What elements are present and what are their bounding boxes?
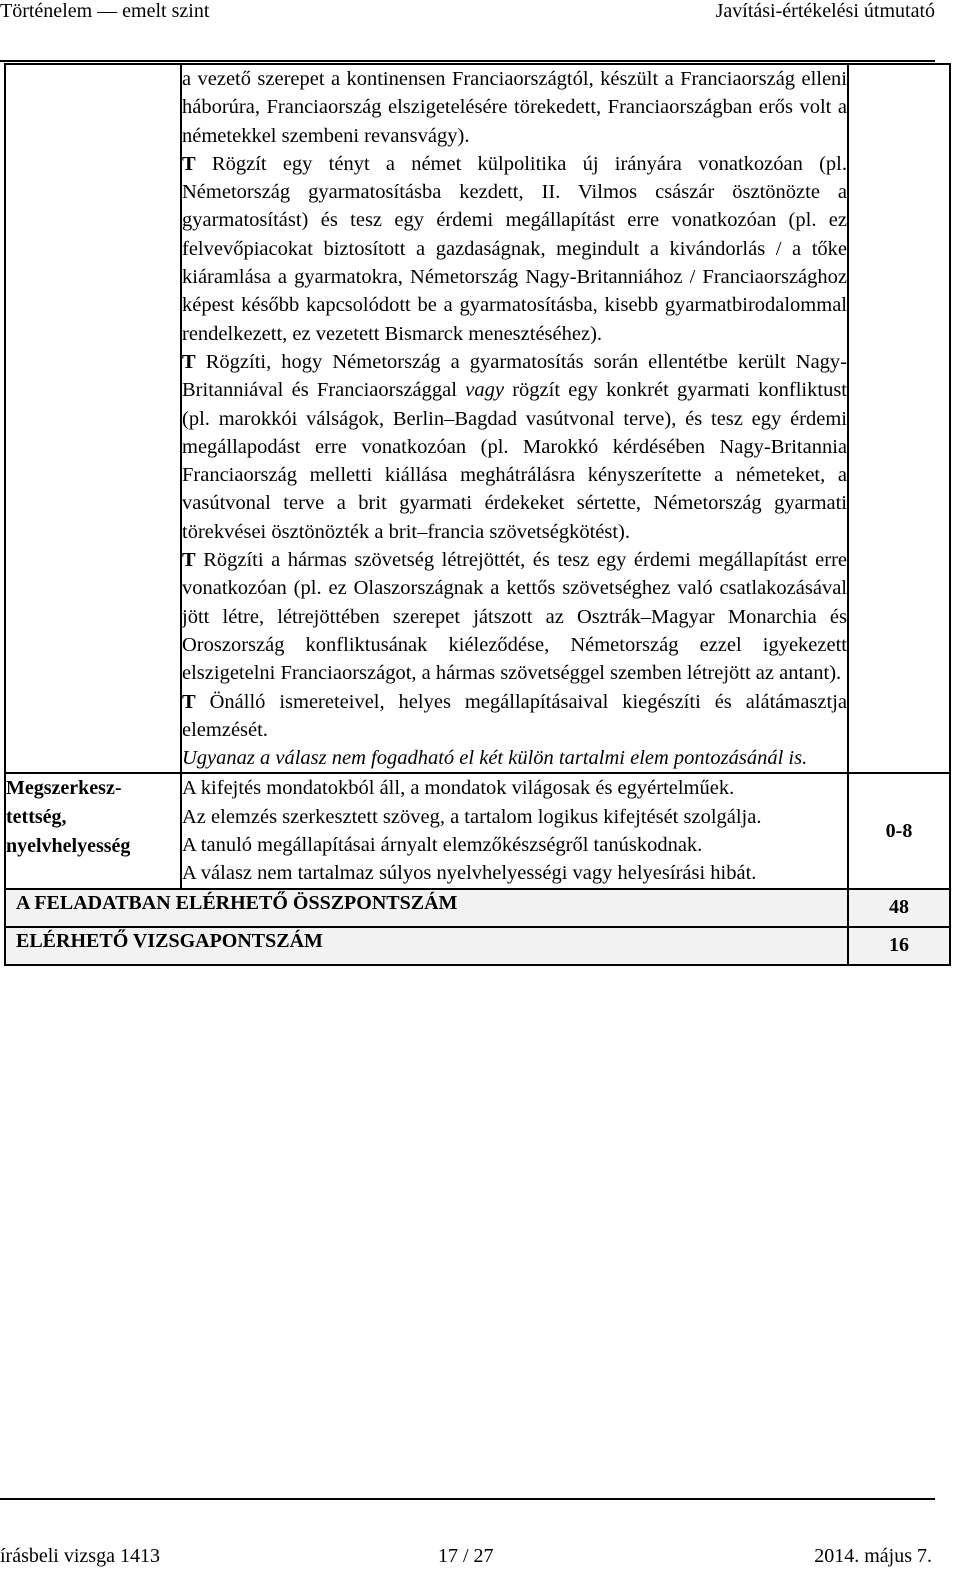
content-row [5, 64, 950, 773]
criterion-text: Rögzíti a hármas szövetség létrejöttét, és tesz egy érdemi megállapítást erre vonatkozóan (pl. ez Olaszországnak a kettős szövetséghez való csatlakozásával jött létre, létrejöttében szerepet játszott az Osztrák–Magyar Monarchia és Oroszország konfliktusának kiéleződése, Németország ezzel igyekezett elszigetelni Franciaországot, a hármas szövetséggel szemben létrejött az antant). [182, 549, 847, 685]
summary-label: A FELADATBAN ELÉRHETŐ ÖSSZPONTSZÁM [5, 889, 848, 927]
section-label-line: tettség, [6, 806, 67, 829]
criterion-item [182, 688, 847, 745]
section-item: A tanuló megállapításai árnyalt elemzőkészségről tanúskodnak. [182, 834, 703, 857]
section-points: 0-8 [848, 773, 950, 888]
content-note: Ugyanaz a válasz nem fogadható el két külön tartalmi elem pontozásánál is. [182, 747, 808, 770]
summary-value: 16 [848, 927, 950, 965]
content-criteria-cell [181, 64, 848, 773]
header-rule [0, 60, 935, 62]
section-label-line: nyelvhelyesség [6, 835, 131, 858]
content-points-cell [848, 64, 950, 773]
summary-row [5, 889, 950, 927]
criterion-text: Rögzíti, hogy Németország a gyarmatosítás során ellentétbe került Nagy-Britanniával és Franciaországgal [182, 350, 847, 402]
criterion-item [182, 150, 847, 348]
section-label [5, 773, 181, 888]
section-item: A válasz nem tartalmaz súlyos nyelvhelyességi vagy helyesírási hibát. [182, 862, 757, 885]
summary-row [5, 927, 950, 965]
scoring-table [4, 63, 951, 966]
footer-rule [0, 1498, 935, 1500]
section-item: Az elemzés szerkesztett szöveg, a tartalom logikus kifejtését szolgálja. [182, 805, 762, 828]
criterion-mark: T [182, 152, 196, 175]
footer-date: 2014. május 7. [814, 1545, 932, 1567]
footer-exam-code: írásbeli vizsga 1413 [0, 1545, 160, 1567]
criterion-item [182, 546, 847, 687]
section-item: A kifejtés mondatokból áll, a mondatok világosak és egyértelműek. [182, 777, 735, 800]
criterion-text: Rögzít egy tényt a német külpolitika új irányára vonatkozóan (pl. Németország gyarmatosításba kezdett, II. Vilmos császár ösztönözte a gyarmatosítást) és tesz egy érdemi megállapítást erre vonatkozóan (pl. ez felvevőpiacokat biztosított a gazdaságnak, megindult a kivándorlás / a tőke kiáramlása a gyarmatokra, Németország Nagy-Britanniához / Franciaországhoz képest később kapcsolódott be a gyarmatosításba, kisebb gyarmatbirodalommal rendelkezett, ez vezetett Bismarck menesztéséhez). [182, 152, 847, 345]
page-header [0, 0, 960, 24]
criterion-mark: T [182, 549, 196, 572]
content-label-cell [5, 64, 181, 773]
criterion-mark: T [182, 350, 196, 373]
summary-label: ELÉRHETŐ VIZSGAPONTSZÁM [5, 927, 848, 965]
style-row [5, 773, 950, 888]
page-number: 17 / 27 [438, 1545, 494, 1567]
section-criteria-cell [181, 773, 848, 888]
criterion-italic: vagy [465, 379, 504, 402]
content-continuation: a vezető szerepet a kontinensen Franciaországtól, készült a Franciaország elleni háborúra, Franciaország elszigetelésére törekedett, Franciaországban erős volt a németekkel szembeni revansvágy). [182, 68, 847, 147]
criterion-item [182, 348, 847, 546]
header-doc-type: Javítási-értékelési útmutató [715, 0, 935, 22]
criterion-text: Önálló ismereteivel, helyes megállapításaival kiegészíti és alátámasztja elemzését. [182, 690, 847, 741]
section-label-line: Megszerkesz- [6, 777, 122, 800]
criterion-mark: T [182, 690, 196, 713]
header-subject: Történelem — emelt szint [0, 0, 210, 22]
summary-value: 48 [848, 889, 950, 927]
criterion-text: rögzít egy konkrét gyarmati konfliktust (pl. marokkói válságok, Berlin–Bagdad vasútvonal terve), és tesz egy érdemi megállapodást erre vonatkozóan (pl. Marokkó kérdésében Nagy-Britannia Franciaország melletti kiállása meghátrálásra kényszerítette a németeket, a vasútvonal terve a brit gyarmati érdekeket sértette, Németország gyarmati törekvései ösztönözték a brit–francia szövetségkötést). [182, 379, 847, 543]
